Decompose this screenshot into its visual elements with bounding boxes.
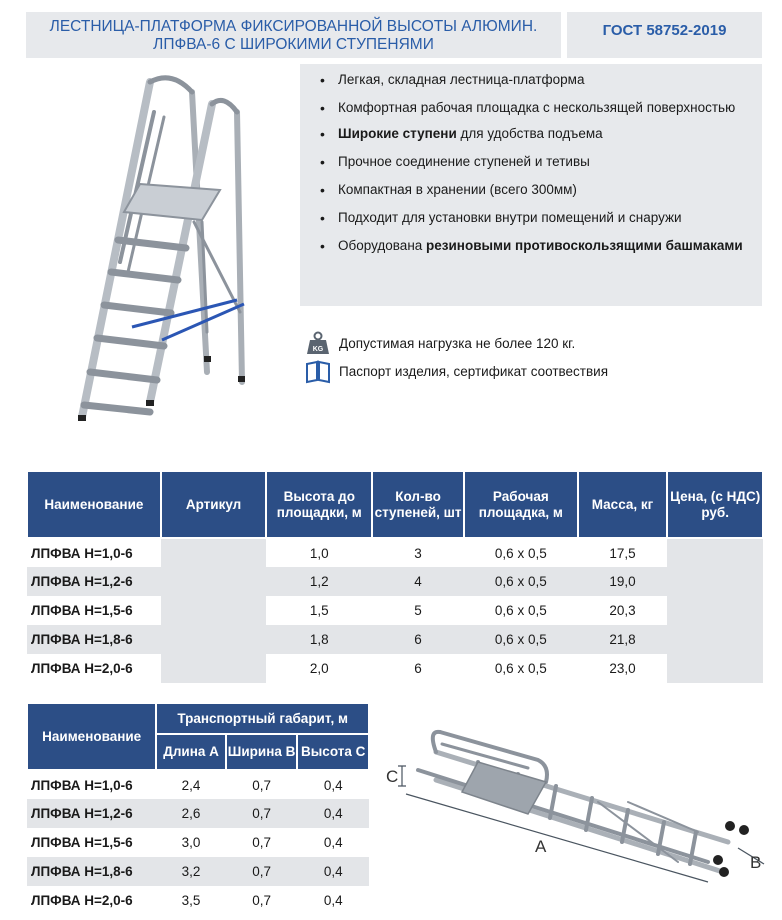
col-header-width: Ширина В bbox=[226, 734, 298, 770]
cell-height: 2,0 bbox=[309, 661, 329, 676]
features-panel bbox=[300, 64, 762, 306]
col-header: Наименование bbox=[27, 471, 161, 538]
group-header-transport: Транспортный габарит, м bbox=[156, 703, 369, 734]
feature-item: • Комфортная рабочая площадка с нескользящей поверхностью bbox=[320, 100, 752, 116]
col-header: Кол-во ступеней, шт bbox=[372, 471, 464, 538]
product-title bbox=[26, 12, 561, 58]
weight-icon-label: KG bbox=[312, 346, 324, 353]
cell-name: ЛПФВА Н=1,5-6 bbox=[31, 603, 133, 618]
label-a: A bbox=[535, 837, 547, 856]
cell-steps: 4 bbox=[372, 567, 464, 596]
passport-text: Паспорт изделия, сертификат соотвествия bbox=[339, 363, 609, 379]
load-info bbox=[305, 330, 575, 356]
cell-name: ЛПФВА Н=2,0-6 bbox=[31, 661, 133, 676]
cell-height: 0,4 bbox=[297, 857, 369, 886]
cell-height: 1,5 bbox=[309, 603, 329, 618]
cell-platform: 0,6 х 0,5 bbox=[494, 545, 547, 561]
col-header: Масса, кг bbox=[578, 471, 668, 538]
col-header: Артикул bbox=[161, 471, 267, 538]
cell-width: 0,7 bbox=[252, 777, 271, 793]
table-row bbox=[27, 625, 763, 654]
cell-width: 0,7 bbox=[226, 799, 298, 828]
cell-name: ЛПФВА Н=2,0-6 bbox=[31, 893, 133, 908]
cell-platform: 0,6 х 0,5 bbox=[464, 625, 578, 654]
cell-steps: 5 bbox=[414, 603, 422, 618]
col-header: Высота до площадки, м bbox=[266, 471, 372, 538]
cell-length: 2,6 bbox=[156, 799, 225, 828]
cell-platform: 0,6 х 0,5 bbox=[494, 603, 547, 618]
cell-steps: 6 bbox=[372, 625, 464, 654]
col-header-length: Длина А bbox=[156, 734, 225, 770]
table-row bbox=[27, 828, 369, 857]
cell-price bbox=[667, 596, 763, 625]
feature-item: • Широкие ступени для удобства подъема bbox=[320, 126, 752, 142]
cell-article bbox=[161, 538, 267, 567]
col-header-height: Высота С bbox=[297, 734, 369, 770]
table-row bbox=[27, 596, 763, 625]
cell-height: 0,4 bbox=[323, 835, 343, 850]
cell-width: 0,7 bbox=[226, 857, 298, 886]
cell-height: 1,2 bbox=[266, 567, 372, 596]
label-b: B bbox=[750, 853, 762, 872]
load-text: Допустимая нагрузка не более 120 кг. bbox=[339, 335, 576, 351]
table-row bbox=[27, 770, 369, 799]
cell-article bbox=[161, 625, 267, 654]
feature-item: • Легкая, складная лестница-платформа bbox=[320, 72, 752, 88]
passport-info bbox=[305, 358, 608, 384]
cell-platform: 0,6 х 0,5 bbox=[494, 661, 547, 676]
cell-name: ЛПФВА Н=1,0-6 bbox=[31, 777, 133, 793]
cell-height: 0,4 bbox=[323, 893, 343, 908]
cell-name: ЛПФВА Н=1,0-6 bbox=[31, 545, 133, 561]
cell-article bbox=[161, 596, 267, 625]
cell-length: 3,0 bbox=[181, 835, 201, 850]
table-row bbox=[27, 654, 763, 683]
cell-height: 1,0 bbox=[309, 545, 329, 561]
title-line-1: ЛЕСТНИЦА-ПЛАТФОРМА ФИКСИРОВАННОЙ ВЫСОТЫ АЛЮМИН. bbox=[49, 18, 538, 35]
gost-standard: ГОСТ 58752-2019 bbox=[567, 12, 762, 58]
cell-name: ЛПФВА Н=1,2-6 bbox=[27, 567, 161, 596]
specs-table bbox=[26, 470, 764, 683]
cell-article bbox=[161, 567, 267, 596]
feature-item: • Подходит для установки внутри помещений и снаружи bbox=[320, 210, 752, 226]
cell-mass: 21,8 bbox=[578, 625, 668, 654]
cell-name: ЛПФВА Н=1,2-6 bbox=[27, 799, 156, 828]
cell-mass: 17,5 bbox=[609, 545, 636, 561]
specs-header-row bbox=[27, 471, 763, 538]
cell-height: 0,4 bbox=[323, 777, 343, 793]
label-c: C bbox=[386, 767, 399, 786]
col-header: Рабочая площадка, м bbox=[464, 471, 578, 538]
cell-length: 2,4 bbox=[181, 777, 201, 793]
weight-icon bbox=[305, 330, 331, 356]
cell-height: 1,8 bbox=[266, 625, 372, 654]
cell-mass: 23,0 bbox=[609, 661, 636, 676]
cell-length: 3,2 bbox=[156, 857, 225, 886]
cell-name: ЛПФВА Н=1,8-6 bbox=[27, 857, 156, 886]
col-header: Цена, (с НДС) руб. bbox=[667, 471, 763, 538]
cell-width: 0,7 bbox=[252, 835, 271, 850]
feature-item: • Компактная в хранении (всего 300мм) bbox=[320, 182, 752, 198]
book-icon bbox=[305, 358, 331, 384]
table-row bbox=[27, 799, 369, 828]
cell-price bbox=[667, 654, 763, 683]
features-list bbox=[320, 72, 752, 254]
cell-mass: 19,0 bbox=[578, 567, 668, 596]
cell-height: 0,4 bbox=[297, 799, 369, 828]
cell-article bbox=[161, 654, 267, 683]
feature-item: • Оборудована резиновыми противоскользящими башмаками bbox=[320, 238, 752, 254]
col-header-name: Наименование bbox=[27, 703, 156, 770]
ladder-image bbox=[72, 72, 272, 432]
cell-steps: 3 bbox=[414, 545, 422, 561]
title-line-2: ЛПФВА-6 С ШИРОКИМИ СТУПЕНЯМИ bbox=[153, 36, 434, 53]
table-row bbox=[27, 567, 763, 596]
table-row bbox=[27, 538, 763, 567]
cell-price bbox=[667, 567, 763, 596]
feature-item: • Прочное соединение ступеней и тетивы bbox=[320, 154, 752, 170]
cell-name: ЛПФВА Н=1,8-6 bbox=[27, 625, 161, 654]
cell-name: ЛПФВА Н=1,5-6 bbox=[31, 835, 133, 850]
cell-price bbox=[667, 625, 763, 654]
table-row bbox=[27, 857, 369, 886]
cell-price bbox=[667, 538, 763, 567]
folded-ladder-diagram bbox=[378, 722, 770, 892]
cell-steps: 6 bbox=[414, 661, 422, 676]
cell-platform: 0,6 х 0,5 bbox=[464, 567, 578, 596]
cell-mass: 20,3 bbox=[609, 603, 636, 618]
cell-width: 0,7 bbox=[252, 893, 271, 908]
transport-table bbox=[26, 702, 370, 915]
table-row bbox=[27, 886, 369, 915]
cell-length: 3,5 bbox=[181, 893, 201, 908]
